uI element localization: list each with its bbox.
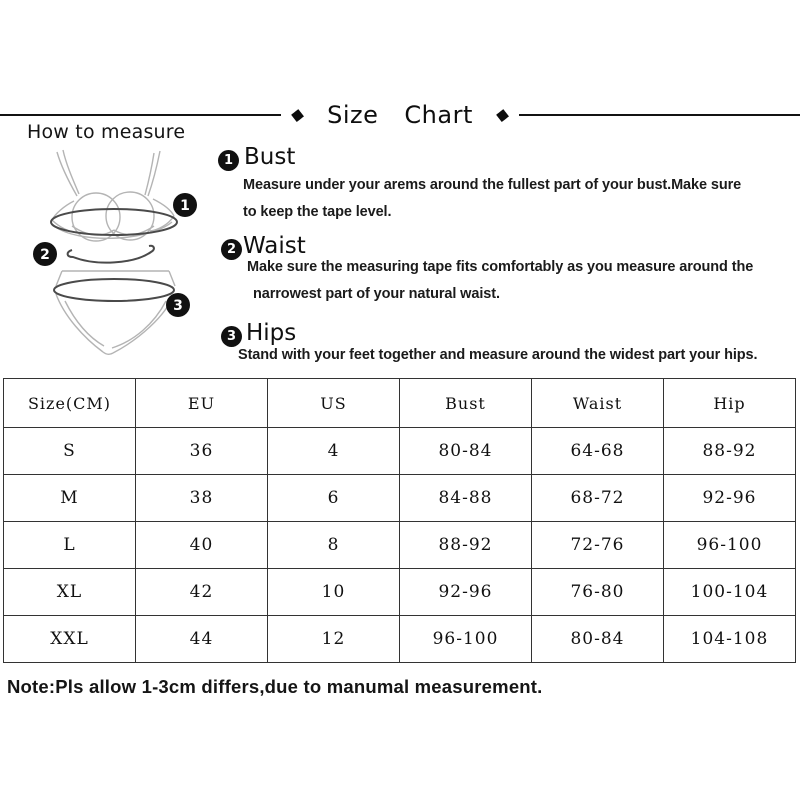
- table-cell: 40: [136, 522, 268, 569]
- badge-2-number: 2: [40, 247, 50, 263]
- size-table: [3, 378, 796, 663]
- table-cell: L: [4, 522, 136, 569]
- table-cell: 96-100: [664, 522, 796, 569]
- table-cell: 12: [268, 616, 400, 663]
- table-cell: 42: [136, 569, 268, 616]
- badge-1-number: 1: [180, 198, 190, 214]
- table-cell: 88-92: [400, 522, 532, 569]
- table-row: [4, 569, 796, 616]
- table-row: [4, 522, 796, 569]
- badge-3-number: 3: [173, 298, 183, 314]
- table-cell: 80-84: [400, 428, 532, 475]
- step-1-description-line: to keep the tape level.: [243, 204, 392, 220]
- step-1-description-line: Measure under your arems around the fullest part of your bust.Make sure: [243, 177, 742, 193]
- table-cell: 76-80: [532, 569, 664, 616]
- measuring-tape-lines: [51, 209, 177, 301]
- table-cell: 72-76: [532, 522, 664, 569]
- waist-tape-icon: [68, 246, 154, 263]
- table-header-cell: EU: [136, 379, 268, 428]
- table-cell: M: [4, 475, 136, 522]
- table-cell: 68-72: [532, 475, 664, 522]
- note-text: Note:Pls allow 1-3cm differs,due to manumal measurement.: [7, 676, 543, 697]
- step-1-title: Bust: [244, 144, 296, 170]
- page-title: Chart: [404, 101, 473, 129]
- diamond-icon: ◆: [289, 103, 306, 126]
- size-table-head-row: [4, 379, 796, 428]
- bikini-top-sketch: [52, 150, 174, 241]
- table-header-cell: Hip: [664, 379, 796, 428]
- table-cell: 100-104: [664, 569, 796, 616]
- table-header-cell: Size(CM): [4, 379, 136, 428]
- page-title: Size: [327, 101, 379, 129]
- step-1-badge-icon: 1: [218, 150, 239, 171]
- table-row: [4, 475, 796, 522]
- table-cell: 8: [268, 522, 400, 569]
- diamond-icon: ◆: [494, 103, 511, 126]
- table-header-cell: US: [268, 379, 400, 428]
- step-2-description-line: Make sure the measuring tape fits comfortably as you measure around the: [247, 259, 754, 275]
- table-header-cell: Waist: [532, 379, 664, 428]
- table-cell: XL: [4, 569, 136, 616]
- table-cell: XXL: [4, 616, 136, 663]
- table-cell: 80-84: [532, 616, 664, 663]
- bikini-measurement-sketch: [8, 138, 223, 368]
- table-header-cell: Bust: [400, 379, 532, 428]
- table-cell: 44: [136, 616, 268, 663]
- table-cell: 92-96: [400, 569, 532, 616]
- table-cell: 10: [268, 569, 400, 616]
- step-3-badge-icon: 3: [221, 326, 242, 347]
- table-cell: 38: [136, 475, 268, 522]
- divider-line: [519, 114, 800, 116]
- table-cell: 92-96: [664, 475, 796, 522]
- step-3-description-line: Stand with your feet together and measure around the widest part your hips.: [238, 347, 758, 363]
- divider-line: [0, 114, 281, 116]
- table-row: [4, 616, 796, 663]
- table-row: [4, 428, 796, 475]
- step-2-title: Waist: [243, 233, 306, 259]
- table-cell: 88-92: [664, 428, 796, 475]
- step-2-badge-icon: 2: [221, 239, 242, 260]
- bust-tape-icon: [51, 209, 177, 235]
- table-cell: 4: [268, 428, 400, 475]
- table-cell: 6: [268, 475, 400, 522]
- table-cell: 96-100: [400, 616, 532, 663]
- table-cell: 36: [136, 428, 268, 475]
- table-cell: 104-108: [664, 616, 796, 663]
- hip-tape-icon: [54, 279, 174, 301]
- step-2-description-line: narrowest part of your natural waist.: [253, 286, 500, 302]
- table-cell: 64-68: [532, 428, 664, 475]
- size-table-body: [4, 428, 796, 663]
- step-3-title: Hips: [246, 320, 297, 346]
- bikini-bottom-sketch: [56, 271, 175, 354]
- table-cell: 84-88: [400, 475, 532, 522]
- how-to-measure-heading: How to measure: [27, 121, 186, 143]
- table-cell: S: [4, 428, 136, 475]
